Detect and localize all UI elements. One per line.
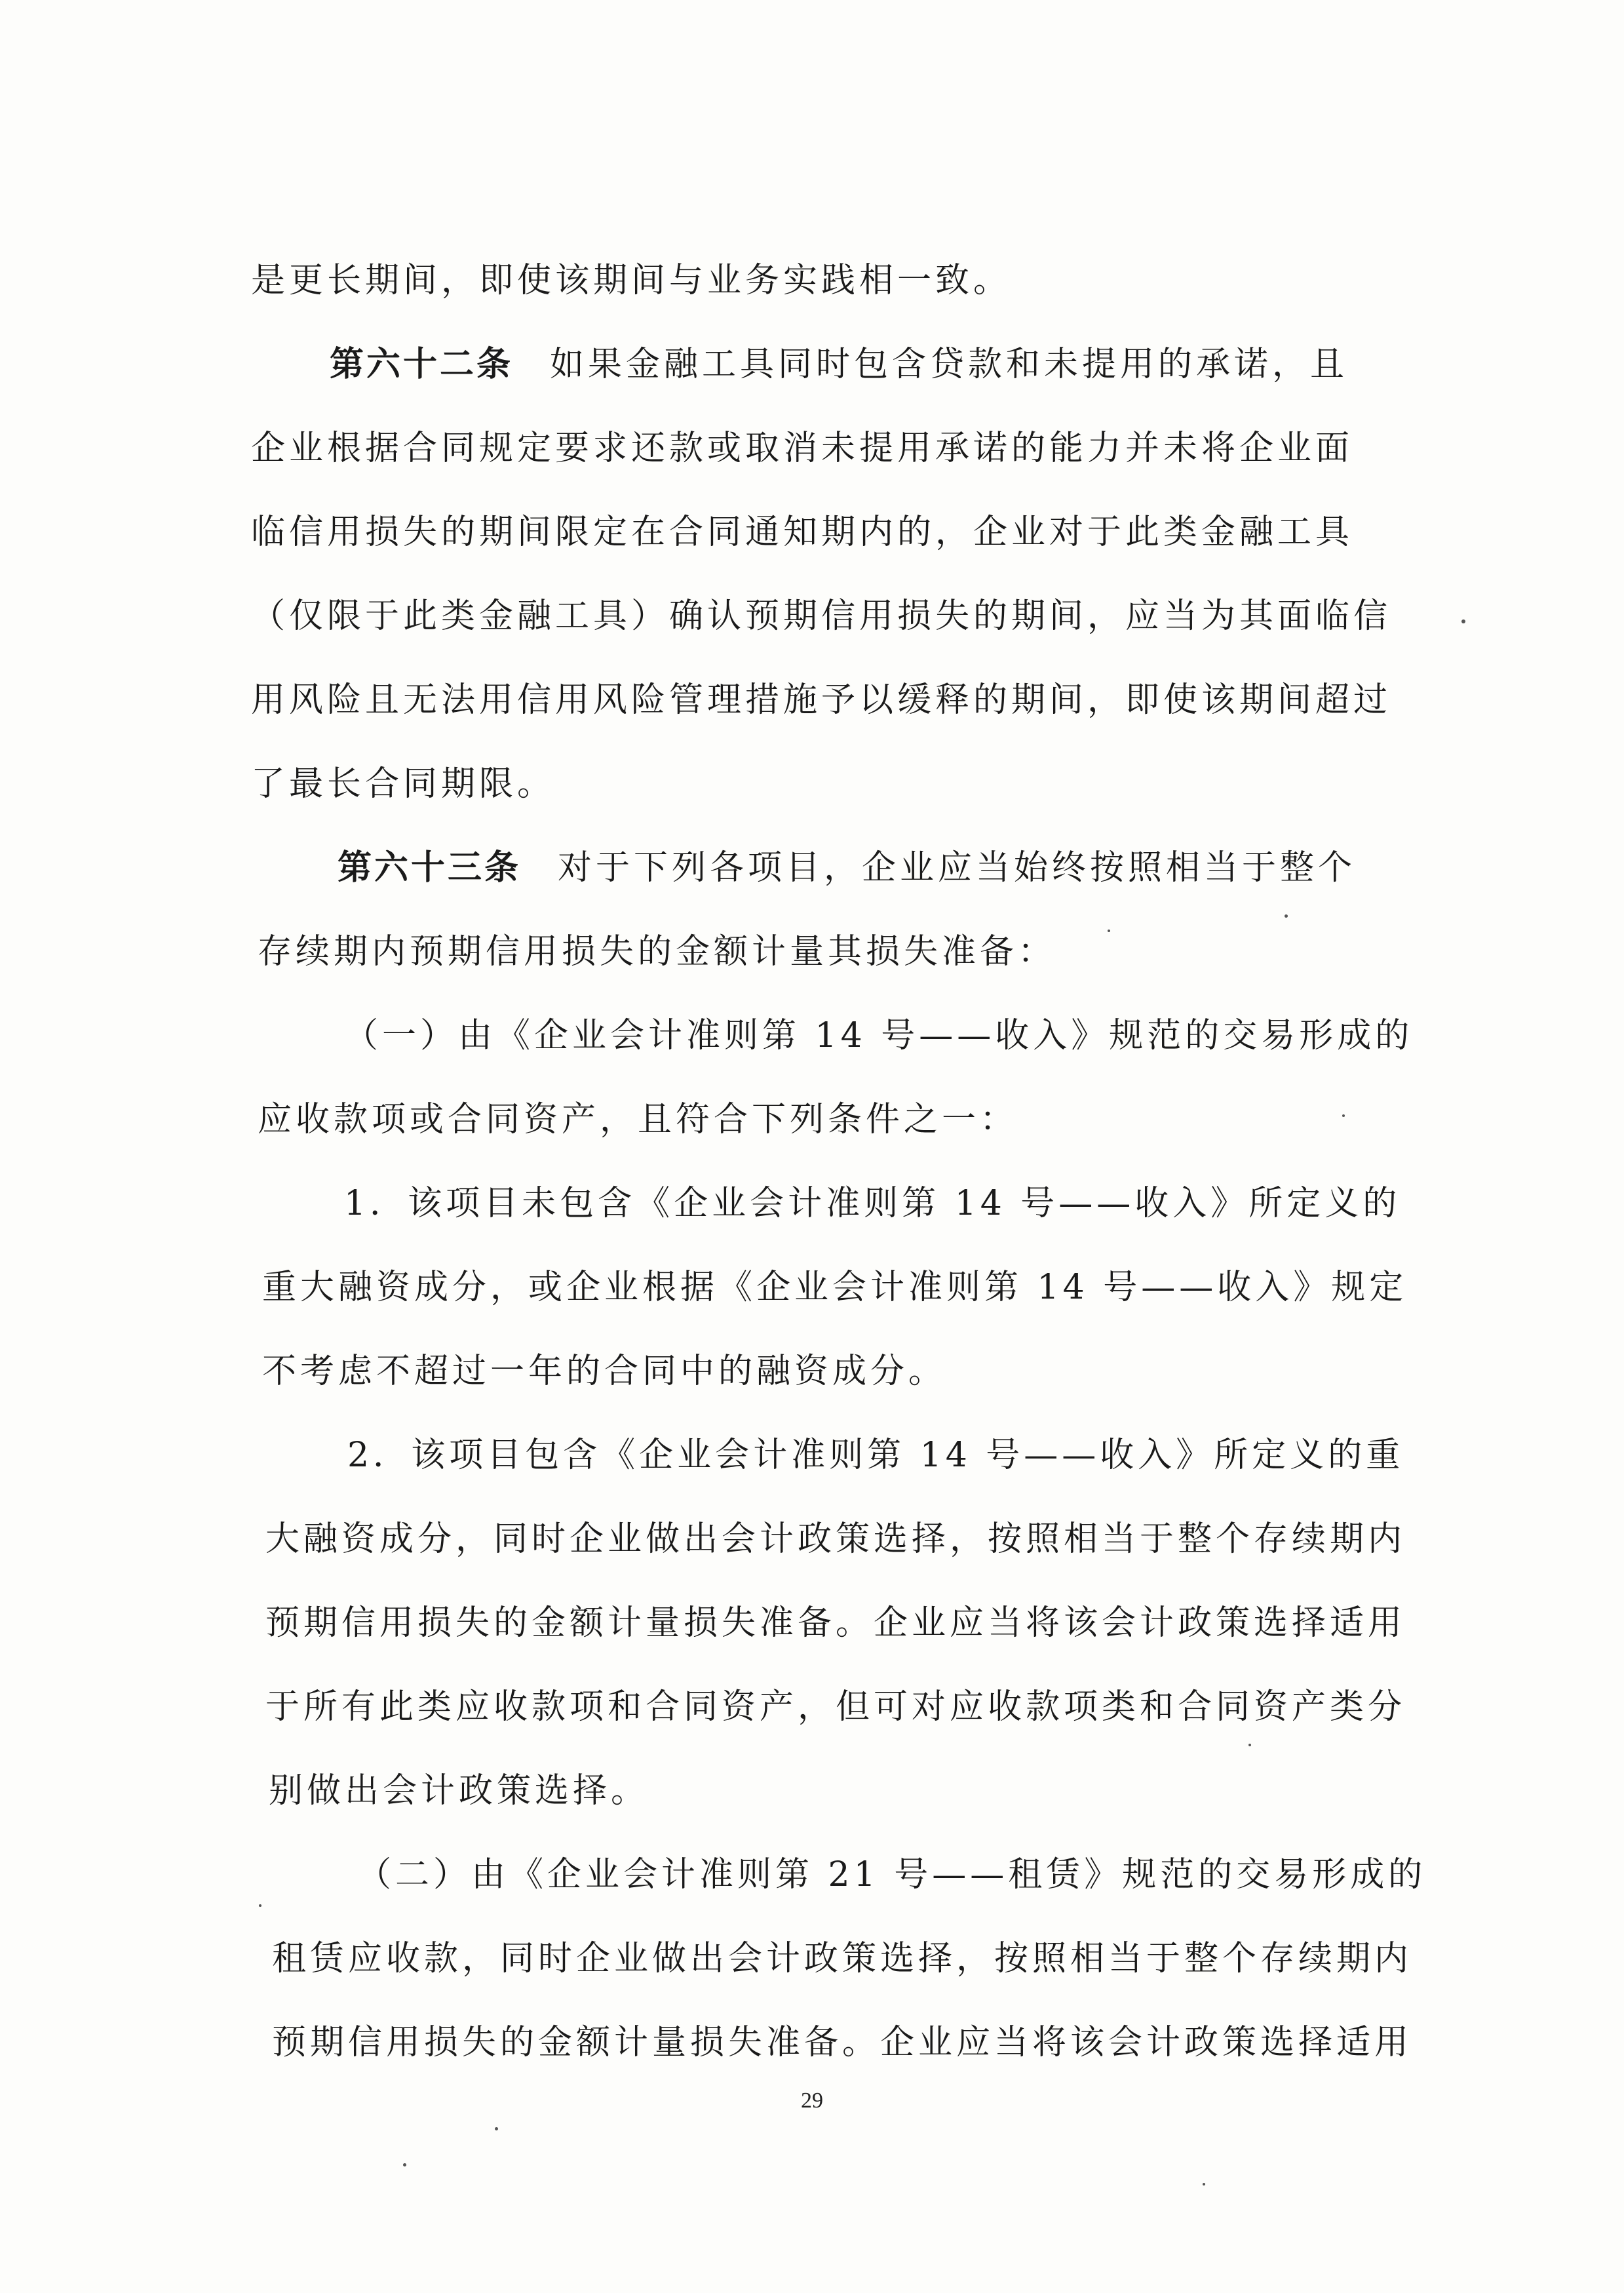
scan-speck (1461, 619, 1465, 623)
scan-speck (1342, 1114, 1345, 1117)
line-text: 了最长合同期限。 (251, 764, 556, 804)
paragraph-line (272, 1938, 1413, 1980)
paragraph-line (269, 1770, 649, 1812)
scan-speck (1108, 930, 1110, 932)
article-62-first-line (330, 343, 1349, 385)
line-text: 应收款项或合同资产，且符合下列条件之一： (258, 1100, 1018, 1139)
line-text: （一）由《企业会计准则第 14 号——收入》规范的交易形成的 (344, 1016, 1414, 1055)
line-text: 是更长期间，即使该期间与业务实践相一致。 (251, 261, 1012, 300)
line-text: 2．该项目包含《企业会计准则第 14 号——收入》所定义的重 (347, 1436, 1404, 1475)
article-62-heading: 第六十二条 (330, 344, 514, 384)
line-text: （仅限于此类金融工具）确认预期信用损失的期间，应当为其面临信 (251, 597, 1392, 636)
line-text: 1．该项目未包含《企业会计准则第 14 号——收入》所定义的 (344, 1184, 1401, 1223)
line-text: （二）由《企业会计准则第 21 号——租赁》规范的交易形成的 (357, 1855, 1427, 1894)
article-63-first-line (338, 847, 1357, 889)
paragraph-line (251, 260, 1011, 302)
paragraph-line (272, 2022, 1413, 2064)
scan-speck (1285, 914, 1288, 918)
scan-speck (1248, 1744, 1251, 1746)
paragraph-line (251, 511, 1354, 553)
paragraph-line (251, 595, 1392, 637)
line-text: 不考虑不超过一年的合同中的融资成分。 (262, 1352, 947, 1391)
paragraph-line (344, 1015, 1414, 1057)
paragraph-line (262, 1266, 1408, 1308)
scan-speck (1203, 2183, 1205, 2185)
line-text: 如果金融工具同时包含贷款和未提用的承诺，且 (550, 345, 1349, 384)
paragraph-line (357, 1854, 1427, 1896)
line-text: 于所有此类应收款项和合同资产，但可对应收款项类和合同资产类分 (265, 1687, 1406, 1727)
scan-speck (403, 2163, 406, 2166)
line-text: 企业根据合同规定要求还款或取消未提用承诺的能力并未将企业面 (251, 429, 1354, 468)
paragraph-line (251, 763, 555, 805)
line-text: 别做出会计政策选择。 (269, 1771, 649, 1811)
line-text: 临信用损失的期间限定在合同通知期内的，企业对于此类金融工具 (251, 513, 1354, 552)
line-text: 预期信用损失的金额计量损失准备。企业应当将该会计政策选择适用 (265, 1603, 1406, 1643)
line-text: 用风险且无法用信用风险管理措施予以缓释的期间，即使该期间超过 (251, 680, 1392, 720)
paragraph-line (347, 1434, 1404, 1476)
paragraph-line (258, 1099, 1018, 1141)
line-text: 对于下列各项目，企业应当始终按照相当于整个 (558, 848, 1357, 888)
line-text: 大融资成分，同时企业做出会计政策选择，按照相当于整个存续期内 (265, 1519, 1406, 1559)
line-text: 租赁应收款，同时企业做出会计政策选择，按照相当于整个存续期内 (272, 1939, 1413, 1978)
line-text: 存续期内预期信用损失的金额计量其损失准备： (258, 932, 1056, 971)
scan-speck (259, 1904, 261, 1907)
line-text: 预期信用损失的金额计量损失准备。企业应当将该会计政策选择适用 (272, 2023, 1413, 2062)
paragraph-line (262, 1350, 946, 1392)
paragraph-line (265, 1686, 1406, 1728)
page-number: 29 (801, 2088, 823, 2113)
paragraph-line (344, 1183, 1401, 1225)
paragraph-line (251, 427, 1354, 469)
paragraph-line (258, 931, 1056, 973)
line-text: 重大融资成分，或企业根据《企业会计准则第 14 号——收入》规定 (262, 1268, 1408, 1307)
paragraph-line (251, 679, 1392, 721)
paragraph-line (265, 1602, 1406, 1644)
scan-speck (495, 2127, 498, 2130)
article-63-heading: 第六十三条 (338, 848, 522, 888)
paragraph-line (265, 1518, 1406, 1560)
